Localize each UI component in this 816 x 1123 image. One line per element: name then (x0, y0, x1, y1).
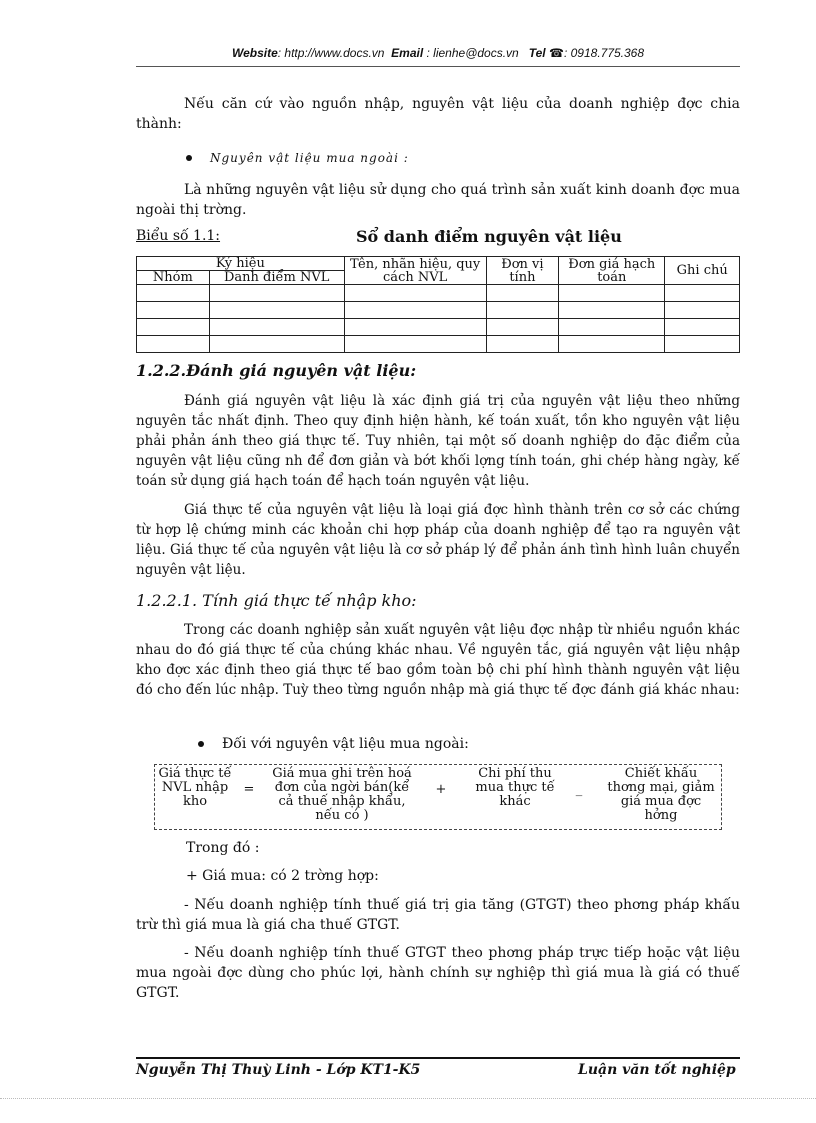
intro-paragraph-1: Nếu căn cứ vào nguồn nhập, nguyên vật liệu của doanh nghiệp đợc chia thành: (136, 96, 740, 132)
section-heading-1221: 1.2.2.1. Tính giá thực tế nhập kho: (136, 591, 417, 610)
table-row (137, 302, 740, 319)
col-danh-diem: Danh điểm NVL (209, 271, 344, 285)
case-truc-tiep: - Nếu doanh nghiệp tính thuế GTGT theo phơng pháp trực tiếp hoặc vật liệu mua ngoài đợc dùng cho phúc lợi, hành chính sự nghiệp thì giá mua là giá có thuế GTGT. (136, 945, 740, 1001)
col-nhom: Nhóm (137, 271, 210, 285)
table-label: Biểu số 1.1: (136, 228, 221, 244)
section-122-paragraph-2: Giá thực tế của nguyên vật liệu là loại giá đợc hình thành trên cơ sở các chứng từ hợp lệ chứng minh các khoản chi hợp pháp của doanh nghiệp để tạo ra nguyên vật liệu. Giá thực tế của nguyên vật liệu là cơ sở pháp lý để phản ánh tình hình luân chuyển nguyên vật liệu. (136, 502, 740, 578)
header-rule (136, 66, 740, 67)
formula-term-chi-phi: Chi phí thu mua thực tế khác (475, 766, 555, 809)
case-khau-tru: - Nếu doanh nghiệp tính thuế giá trị gia tăng (GTGT) theo phơng pháp khấu trừ thì giá mua là giá cha thuế GTGT. (136, 897, 740, 933)
formula-equals: = (243, 782, 255, 797)
col-don-vi: Đơn vị tính (486, 257, 559, 285)
website-label: Website (231, 46, 278, 60)
col-don-gia: Đơn giá hạch toán (559, 257, 665, 285)
materials-table (136, 256, 740, 353)
table-row (137, 319, 740, 336)
table-title: Sổ danh điểm nguyên vật liệu (356, 227, 622, 246)
section-1221-paragraph: Trong các doanh nghiệp sản xuất nguyên vật liệu đợc nhập từ nhiều nguồn khác nhau do đó giá thực tế của chúng khác nhau. Về nguyên tắc, giá nguyên vật liệu nhập kho đợc xác định theo giá thực tế bao gồm toàn bộ chi phí hình thành nguyên vật liệu đó cho đến lúc nhập. Tuỳ theo từng nguồn nhập mà giá thực tế đợc đánh giá khác nhau: (136, 622, 740, 698)
col-ten-nhan-hieu: Tên, nhãn hiệu, quy cách NVL (344, 257, 486, 285)
phone-icon: ☎ (549, 46, 564, 60)
formula-minus: _ (575, 782, 583, 797)
formula-term-chiet-khau: Chiết khấu thơng mại, giảm giá mua đợc hởng (607, 766, 715, 823)
gia-mua-line: + Giá mua: có 2 trờng hợp: (186, 868, 379, 884)
bullet-doi-voi (198, 736, 469, 752)
table-row (137, 285, 740, 302)
footer-doc-type: Luận văn tốt nghiệp (578, 1062, 736, 1078)
section-122-paragraph-1: Đánh giá nguyên vật liệu là xác định giá trị của nguyên vật liệu theo những nguyên tắc nhất định. Theo quy định hiện hành, kế toán xuất, tồn kho nguyên vật liệu phải phản ánh theo giá thực tế. Tuy nhiên, tại một số doanh nghiệp do đặc điểm của nguyên vật liệu cũng nh để đơn giản và bớt khối lợng tính toán, ghi chép hàng ngày, kế toán sử dụng giá hạch toán để hạch toán nguyên vật liệu. (136, 393, 740, 489)
website-value: : http://www.docs.vn (277, 46, 385, 60)
email-label: Email (391, 46, 424, 60)
trong-do: Trong đó : (186, 840, 260, 856)
bullet-mua-ngoai (186, 150, 409, 166)
section-heading-122: 1.2.2.Đánh giá nguyên vật liệu: (136, 361, 417, 380)
bullet-dot-icon (198, 741, 204, 747)
email-value: : lienhe@docs.vn (426, 46, 519, 60)
price-formula-box (154, 764, 722, 830)
footer-author: Nguyễn Thị Thuỳ Linh - Lớp KT1-K5 (136, 1062, 421, 1078)
page-edge (0, 1098, 816, 1099)
table-row (137, 336, 740, 353)
bullet-dot-icon (186, 155, 192, 161)
formula-term-gia-thuc-te: Giá thực tế NVL nhập kho (158, 766, 232, 809)
bullet-doi-voi-text: Đối với nguyên vật liệu mua ngoài: (222, 736, 469, 752)
page-header (136, 46, 740, 60)
col-ghi-chu: Ghi chú (665, 257, 740, 285)
formula-term-gia-mua: Giá mua ghi trên hoá đơn của ngời bán(kể cả thuế nhập khẩu, nếu có ) (272, 766, 412, 823)
bullet-mua-ngoai-text: Nguyên vật liệu mua ngoài : (210, 151, 409, 165)
formula-plus: + (435, 782, 447, 797)
col-ky-hieu: Ký hiệu (137, 257, 345, 271)
tel-value: : 0918.775.368 (563, 46, 645, 60)
intro-paragraph-2: Là những nguyên vật liệu sử dụng cho quá trình sản xuất kinh doanh đợc mua ngoài thị trờng. (136, 182, 740, 218)
footer-rule (136, 1057, 740, 1059)
tel-label: Tel (528, 46, 546, 60)
